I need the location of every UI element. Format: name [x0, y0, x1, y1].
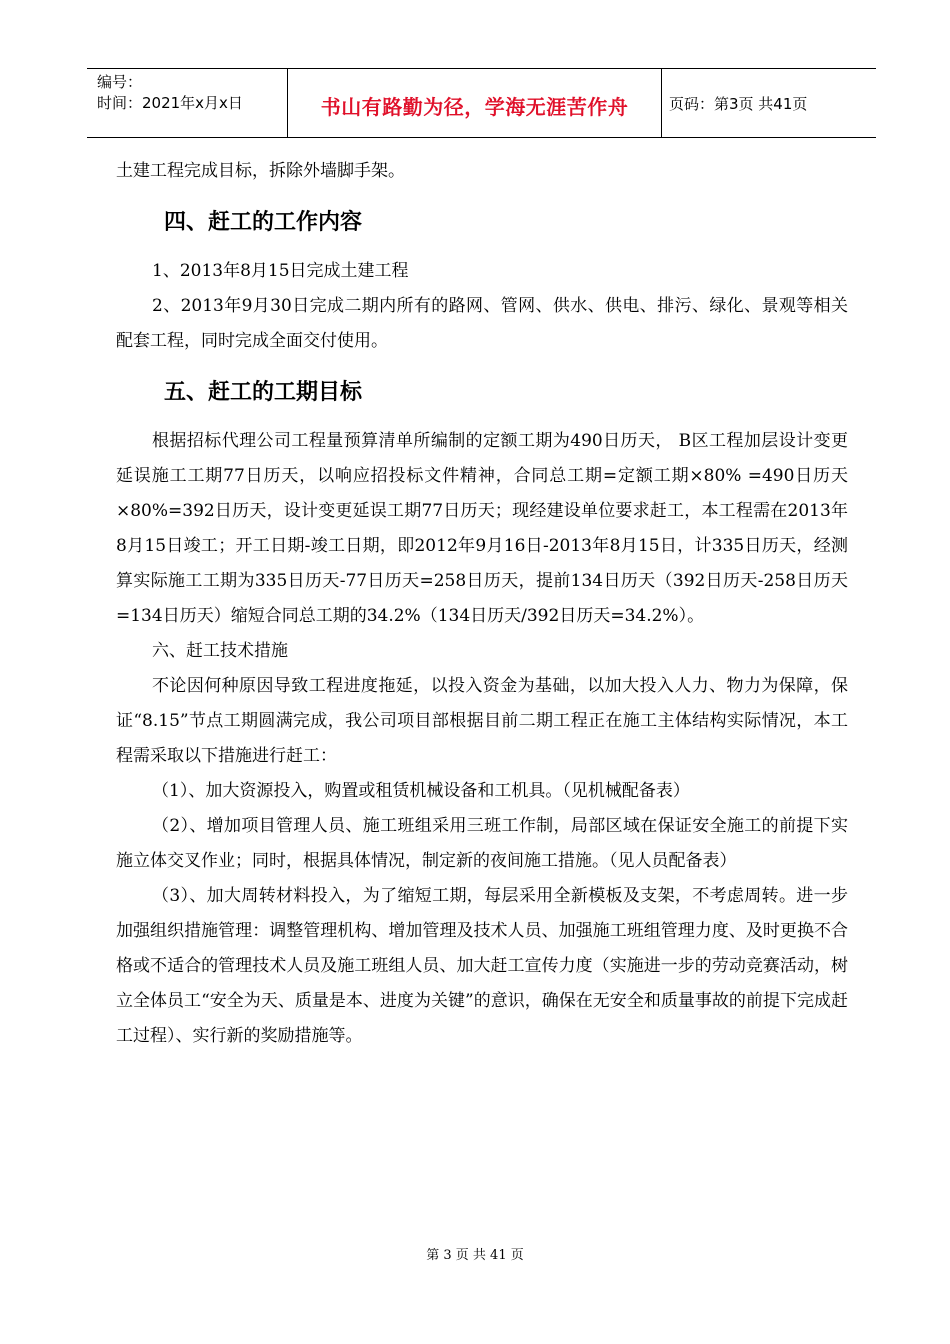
header-time-label: 时间：2021年x月x日 [97, 94, 243, 112]
paragraph-measure-1: （1）、加大资源投入，购置或租赁机械设备和工机具。（见机械配备表） [152, 781, 690, 801]
paragraph-measures-intro: 不论因何种原因导致工程进度拖延，以投入资金为基础，以加大投入人力、物力为保障，保证“8.15”节点工期圆满完成，我公司项目部根据目前二期工程正在施工主体结构实际情况，本工程需采取以下措施进行赶工： [116, 676, 848, 766]
page-footer: 第 3 页 共 41 页 [426, 1248, 524, 1263]
header-motto: 书山有路勤为径，学海无涯苦作舟 [320, 95, 629, 119]
header-meta [87, 69, 287, 137]
document-body [116, 154, 848, 1054]
paragraph-continued: 土建工程完成目标，拆除外墙脚手架。 [116, 161, 405, 181]
page-header [87, 68, 876, 138]
paragraph-item-2: 2、2013年9月30日完成二期内所有的路网、管网、供水、供电、排污、绿化、景观等相关配套工程，同时完成全面交付使用。 [116, 296, 848, 351]
header-code-label: 编号： [97, 73, 143, 91]
paragraph-measure-2: （2）、增加项目管理人员、施工班组采用三班工作制，局部区域在保证安全施工的前提下实施立体交叉作业；同时，根据具体情况，制定新的夜间施工措施。（见人员配备表） [116, 816, 848, 871]
header-page-code: 页码：第3页 共41页 [669, 95, 808, 113]
paragraph-item-1: 1、2013年8月15日完成土建工程 [152, 261, 409, 281]
section-heading-5: 五、赶工的工期目标 [164, 380, 363, 405]
header-motto-cell [287, 69, 662, 137]
paragraph-schedule-target: 根据招标代理公司工程量预算清单所编制的定额工期为490日历天， B区工程加层设计变更延误施工工期77日历天，以响应招投标文件精神，合同总工期=定额工期×80% =490日历天×80%=392日历天，设计变更延误工期77日历天；现经建设单位要求赶工，本工程需在2013年8月15日竣工；开工日期-竣工日期，即2012年9月16日-2013年8月15日，计335日历天，经测算实际施工工期为335日历天-77日历天=258日历天，提前134日历天（392日历天-258日历天=134日历天）缩短合同总工期的34.2%（134日历天/392日历天=34.2%）。 [116, 431, 848, 626]
header-page-cell [661, 69, 876, 137]
section-heading-4: 四、赶工的工作内容 [164, 210, 363, 235]
paragraph-measure-3: （3）、加大周转材料投入，为了缩短工期，每层采用全新模板及支架，不考虑周转。进一步加强组织措施管理：调整管理机构、增加管理及技术人员、加强施工班组管理力度、及时更换不合格或不适合的管理技术人员及施工班组人员、加大赶工宣传力度（实施进一步的劳动竞赛活动，树立全体员工“安全为天、质量是本、进度为关键”的意识，确保在无安全和质量事故的前提下完成赶工过程）、实行新的奖励措施等。 [116, 886, 848, 1046]
section-heading-6: 六、赶工技术措施 [152, 641, 288, 661]
